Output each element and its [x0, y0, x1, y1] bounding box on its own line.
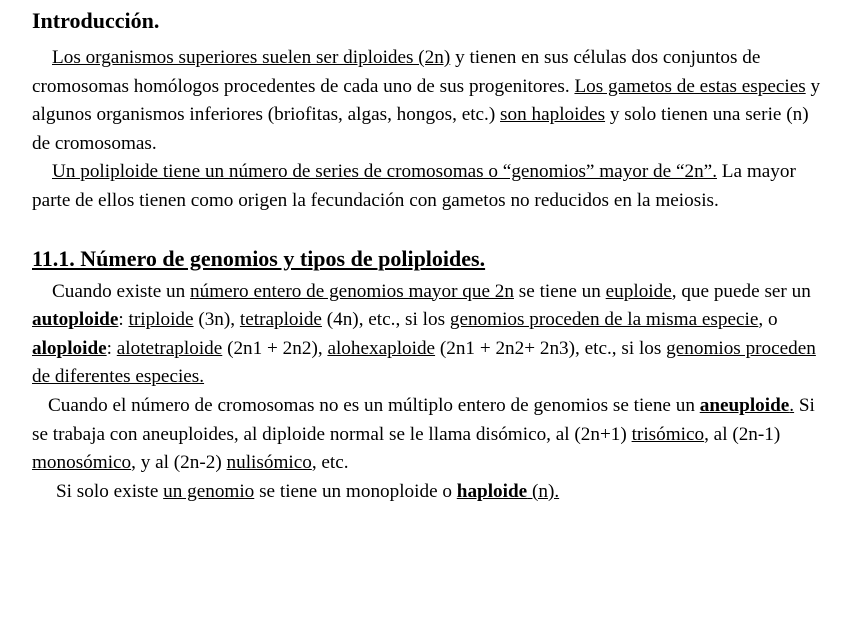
text: Si se trabaja con aneuploides, al diploide normal se le llama disómico, al (2n+1) [32, 394, 815, 445]
text: (2n1 + 2n2), [222, 337, 328, 359]
term-autoploide: autoploide [32, 309, 119, 331]
underlined-text: genomios proceden de la misma especie [449, 309, 759, 331]
section-paragraph-1 [32, 278, 822, 392]
text: Cuando el número de cromosomas no es un múltiplo entero de genomios se tiene un [48, 394, 700, 416]
underlined-text: son haploides [500, 104, 606, 126]
term-haploide: haploide [456, 480, 528, 502]
underlined-text: tetraploide [239, 309, 322, 331]
text: , etc. [311, 452, 349, 474]
underlined-text: Un poliploide tiene un número de series de cromosomas o “genomios” mayor de “2n”. [52, 161, 717, 183]
text: (3n), [193, 309, 240, 331]
underlined-text: . [789, 394, 795, 416]
text: La mayor parte de ellos tienen como origen la fecundación con gametos no reducidos en la meiosis. [32, 161, 796, 211]
text: (4n), etc., si los [321, 309, 450, 331]
intro-heading: Introducción. [32, 8, 160, 33]
text: , o [758, 309, 778, 331]
text: : [106, 337, 117, 359]
underlined-text: Los organismos superiores suelen ser diploides (2n) [52, 47, 451, 68]
underlined-text: número entero de genomios mayor que 2n [190, 280, 514, 302]
term-aneuploide: aneuploide [699, 394, 790, 416]
text: , que puede ser un [671, 280, 811, 302]
intro-paragraph-2 [32, 158, 822, 215]
text: : [118, 309, 129, 331]
underlined-text: Los gametos de estas especies [574, 75, 806, 97]
text: y solo tienen una serie (n) de cromosomas. [32, 104, 809, 154]
underlined-text: monosómico [32, 452, 132, 474]
underlined-text: un genomio [163, 480, 255, 502]
underlined-text: genomios proceden de diferentes especies. [32, 337, 816, 388]
text: , y al (2n-2) [131, 452, 227, 474]
text: , al (2n-1) [704, 423, 781, 445]
text: Cuando existe un [52, 280, 191, 302]
underlined-text: (n). [527, 480, 560, 502]
text: y algunos organismos inferiores (briofitas, algas, hongos, etc.) [32, 75, 821, 126]
underlined-text: trisómico [631, 423, 705, 445]
section-heading: 11.1. Número de genomios y tipos de poliploides. [32, 245, 486, 271]
section-paragraph-2 [32, 392, 822, 478]
document-page [32, 6, 822, 506]
underlined-text: euploide [605, 280, 672, 302]
underlined-text: alohexaploide [327, 337, 436, 359]
intro-paragraph-1 [32, 44, 822, 158]
underlined-text: triploide [128, 309, 194, 331]
underlined-text: alotetraploide [116, 337, 223, 359]
text: se tiene un [514, 280, 606, 302]
text: Si solo existe [56, 480, 164, 502]
text: se tiene un monoploide o [254, 480, 457, 502]
text: (2n1 + 2n2+ 2n3), etc., si los [435, 337, 667, 359]
text: y tienen en sus células dos conjuntos de cromosomas homólogos procedentes de cada uno de sus progenitores. [32, 47, 761, 97]
term-aloploide: aloploide [32, 337, 107, 359]
section-gap [32, 216, 822, 244]
section-paragraph-3 [32, 478, 822, 507]
underlined-text: nulisómico [226, 452, 312, 474]
